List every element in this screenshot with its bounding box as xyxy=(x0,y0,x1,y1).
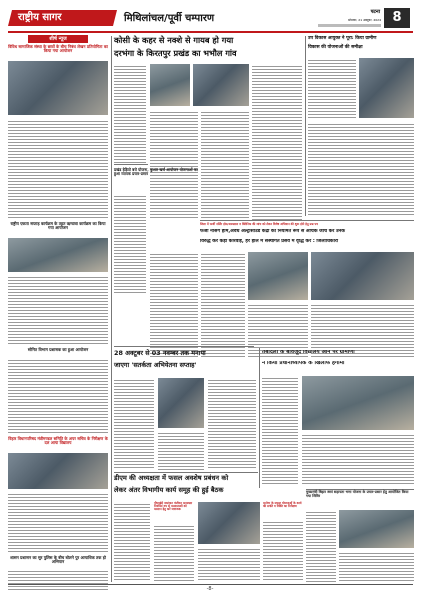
center-banner-kicker: जिला में फर्जी नर्सिंग होम/अस्पताल व क्लिनिक की जांच को लेकर विशेष अभियान की शुरू होने हेतु प्रश्न पत्र xyxy=(200,222,318,226)
right-top-headline-line1: उप विकास आयुक्त ने पूरा: किया ग्रामीण xyxy=(308,36,377,41)
story3-headline: सोनित विभाग प्रशासक का हुआ आयोजन xyxy=(27,347,89,352)
protest-body1 xyxy=(262,376,298,486)
vigilance-photo xyxy=(158,378,204,428)
center-small-body2 xyxy=(263,520,303,582)
brand-name: राष्ट्रीय सागर xyxy=(18,12,62,23)
protest-body2 xyxy=(302,433,414,486)
story4-body xyxy=(8,492,108,554)
right-bottom-body1 xyxy=(306,510,336,582)
right-bottom-body2 xyxy=(339,551,414,582)
top-story-body-col3 xyxy=(201,110,249,220)
left-column xyxy=(8,34,108,582)
center-banner-body3 xyxy=(248,303,308,357)
top-story-body-col2 xyxy=(150,110,198,220)
right-bottom-photo xyxy=(339,510,414,548)
top-story-headline-line2: दरभंगा के किरतपुर प्रखंड का भभौल गांव xyxy=(114,48,237,58)
story1-body xyxy=(8,119,108,219)
dm-meeting-body1 xyxy=(114,502,150,582)
vigilance-rule xyxy=(114,346,254,347)
right-bottom-headline: मुख्यमंत्री बिहार स्वयं सहायता भत्ता योजना के प्रचार-प्रसार हेतु आयोजित किया गया शिविर xyxy=(306,490,409,498)
center-banner-headline-line2: विरुद्ध करें कड़ी कार्रवाई, हर हाल में संस्थागत प्रसव में वृद्धि करें : जिलाधिकारी xyxy=(200,239,339,244)
page-number: 8 xyxy=(392,10,402,25)
center-banner-body1 xyxy=(150,252,198,357)
story1-photo xyxy=(8,61,108,115)
vigilance-body1 xyxy=(114,378,154,470)
story5-headline: शासन प्रशासन का सुर पुलिस के बीच बोलने पुर अत्याधिक तक हो अभियान xyxy=(10,555,106,565)
masthead-city: पटना xyxy=(370,9,380,15)
mid-left-rule xyxy=(114,164,148,165)
protest-photo xyxy=(302,376,414,430)
mid-left-headline: प्रखंड हेड़ियो बरो योजना, कुशल खर्च आयोजन योजनाओं का हुआ व्यापक प्रचार-प्रसार xyxy=(114,167,198,176)
footer-rule xyxy=(8,584,413,585)
center-banner-headline-line1: फर्जी नर्सिंग होम,अवैध अल्ट्रासाउंड केंद्रों का नियमित रूप से औचक जांच कर उनके xyxy=(200,229,345,234)
story2-headline: राष्ट्रीय एकता सप्ताह कार्यक्रम के तहत ऋग्वत्वा कार्यक्रम का किया गया आयोजन xyxy=(10,221,106,231)
dm-meeting-body2 xyxy=(198,547,260,582)
story4-headline: विहार विधानपरिषद मंत्रीमण्डल समिति के अपर सचिव के निरीक्षण के दल आया विद्यालय xyxy=(8,436,108,446)
masthead-url-strip xyxy=(318,24,381,27)
right-top-headline-line2: विकास की योजनाओं की समीक्षा xyxy=(308,45,363,50)
right-top-photo xyxy=(359,58,414,118)
story5-body xyxy=(8,569,108,591)
dm-meeting-rule xyxy=(114,472,258,473)
top-story-headline-line1: कोसी के कहर से नक्शे से गायब हो गया xyxy=(114,35,234,45)
dm-meeting-headline-line2: लेकर अंतर विभागीय कार्य समूह की हुई बैठक xyxy=(114,486,224,494)
vigilance-body3 xyxy=(208,378,256,470)
center-small-body1 xyxy=(154,524,194,582)
right-top-body1 xyxy=(308,58,356,118)
left-column-divider xyxy=(111,36,112,582)
center-banner-photo xyxy=(248,252,308,300)
center-banner-rule xyxy=(200,220,414,221)
masthead-date: सोमवार, 21 अक्टूबर, 2024 xyxy=(348,18,381,22)
center-banner-photo2 xyxy=(311,252,414,300)
story4-photo xyxy=(8,453,108,489)
story1-headline: विविध सामाजिक संस्था के छात्रों के बीच निबंध लेखन प्रतियोगिता का किया गया आयोजन xyxy=(8,44,108,54)
mid-left-body xyxy=(114,194,146,294)
masthead-rule xyxy=(8,31,413,33)
story2-photo xyxy=(8,238,108,272)
masthead xyxy=(0,0,421,34)
vigilance-headline-line1: 28 अक्टूबर से 03 नवम्बर तक मनाया xyxy=(114,349,206,357)
footer-folio: -8- xyxy=(206,586,214,592)
dm-meeting-photo xyxy=(198,502,260,544)
center-small-head2: मनरेगा के सफल योजनाओं के कार्य की प्रगति व रिक्ति का निरीक्षण xyxy=(263,501,302,509)
protest-headline-line1: तबादला के बावजूद विद्यालय आने पर ग्रामीणों xyxy=(262,350,355,355)
section-title: मिथिलांचल/पूर्वी चम्पारण xyxy=(124,13,215,24)
dm-meeting-headline-line1: डीएम की अध्यक्षता में फसल अवशेष प्रबंधन को xyxy=(114,474,229,482)
top-story-body-col4 xyxy=(252,64,302,220)
top-story-photo2 xyxy=(193,64,249,106)
vigilance-body2 xyxy=(158,431,204,470)
right-top-divider xyxy=(305,36,306,216)
section-tab: शीर्ष न्यूज xyxy=(28,35,88,43)
top-story-photo1 xyxy=(150,64,190,106)
vigilance-headline-line2: जाएगा 'सतर्कता अभियेतना सप्ताह' xyxy=(114,361,197,369)
right-top-body2 xyxy=(308,122,414,216)
center-banner-body2 xyxy=(201,252,245,357)
protest-headline-line2: ने किया प्रधानाध्यापक के खिलाफ हंगामा xyxy=(262,361,345,366)
story2-body xyxy=(8,275,108,345)
story3-body xyxy=(8,358,108,434)
center-banner-body4 xyxy=(311,303,414,357)
top-story-body-col1 xyxy=(114,64,146,164)
center-small-head1: पीएमईई नामांकन पंजीयन सदस्यता नियमित रुप से मतदाताओं को मतदान हेतु करें जागरूक xyxy=(154,501,193,512)
protest-divider xyxy=(259,348,260,488)
